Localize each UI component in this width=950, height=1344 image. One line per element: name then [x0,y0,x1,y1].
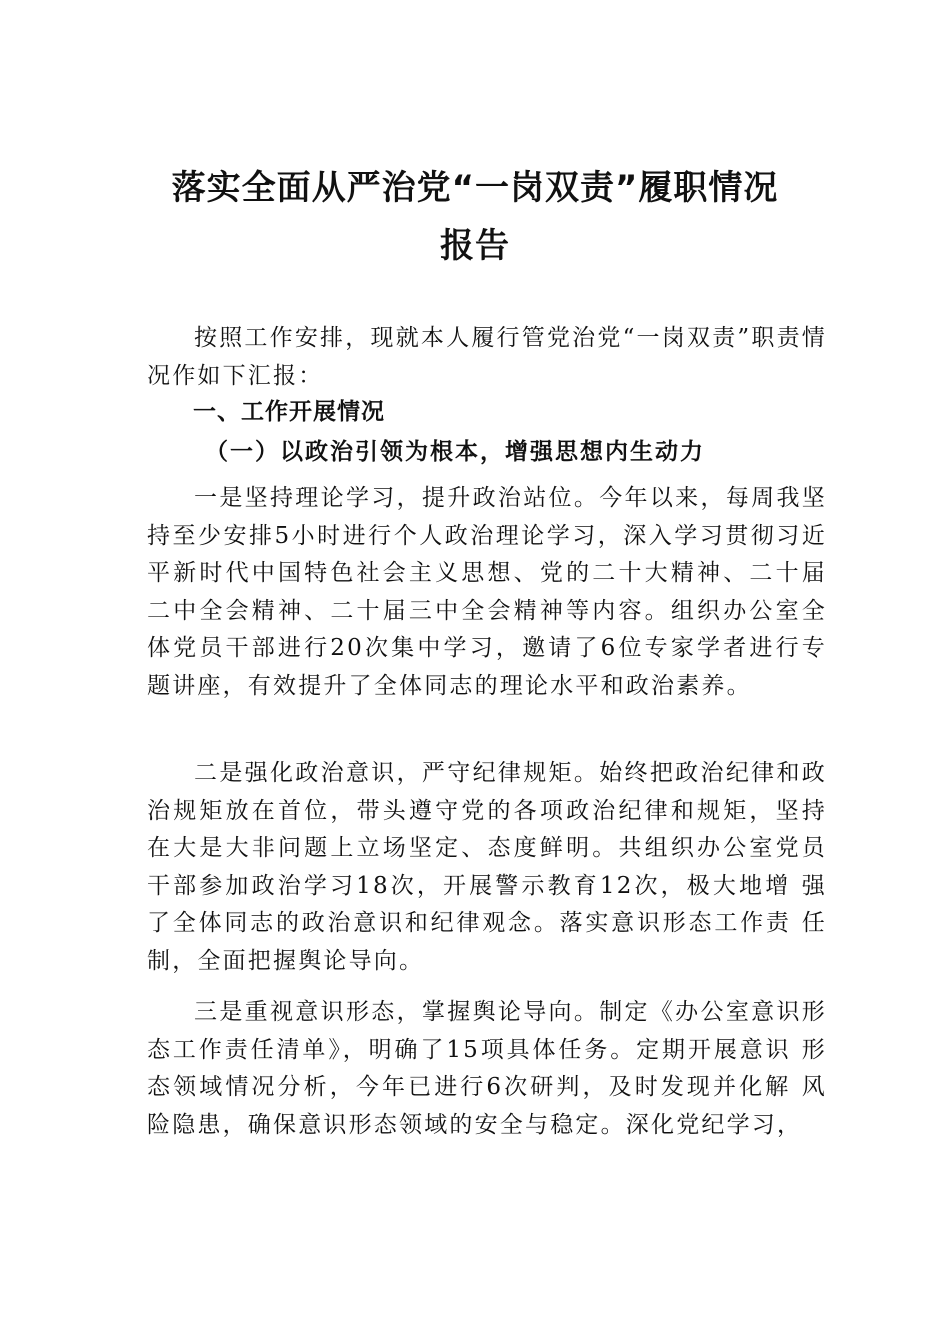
paragraph-1: 一是坚持理论学习，提升政治站位。今年以来，每周我坚持至少安排5小时进行个人政治理论学习，深入学习贯彻习近平新时代中国特色社会主义思想、党的二十大精神、二十届二中全会精神、二十届三中全会精神等内容。组织办公室全体党员干部进行20次集中学习，邀请了6位专家学者进行专题讲座，有效提升了全体同志的理论水平和政治素养。 [147,485,827,699]
subsection-heading-1: （一）以政治引领为根本，增强思想内生动力 [205,438,705,465]
document-title-line-2: 报告 [440,226,510,266]
document-title-line-1: 落实全面从严治党“一岗双责”履职情况 [171,168,779,208]
paragraph-3: 三是重视意识形态，掌握舆论导向。制定《办公室意识形态工作责任清单》，明确了15项具体任务。定期开展意识 形态领域情况分析，今年已进行6次研判，及时发现并化解 风险隐患，确保意识形态领域的安全与稳定。深化党纪学习， [147,999,827,1138]
section-heading-1: 一、工作开展情况 [193,399,385,425]
intro-paragraph: 按照工作安排，现就本人履行管党治党“一岗双责”职责情况作如下汇报： [147,325,827,389]
paragraph-2: 二是强化政治意识，严守纪律规矩。始终把政治纪律和政治规矩放在首位，带头遵守党的各项政治纪律和规矩，坚持在大是大非问题上立场坚定、态度鲜明。共组织办公室党员干部参加政治学习18次，开展警示教育12次，极大地增 强了全体同志的政治意识和纪律观念。落实意识形态工作责 任制，全面把握舆论导向。 [147,760,827,974]
